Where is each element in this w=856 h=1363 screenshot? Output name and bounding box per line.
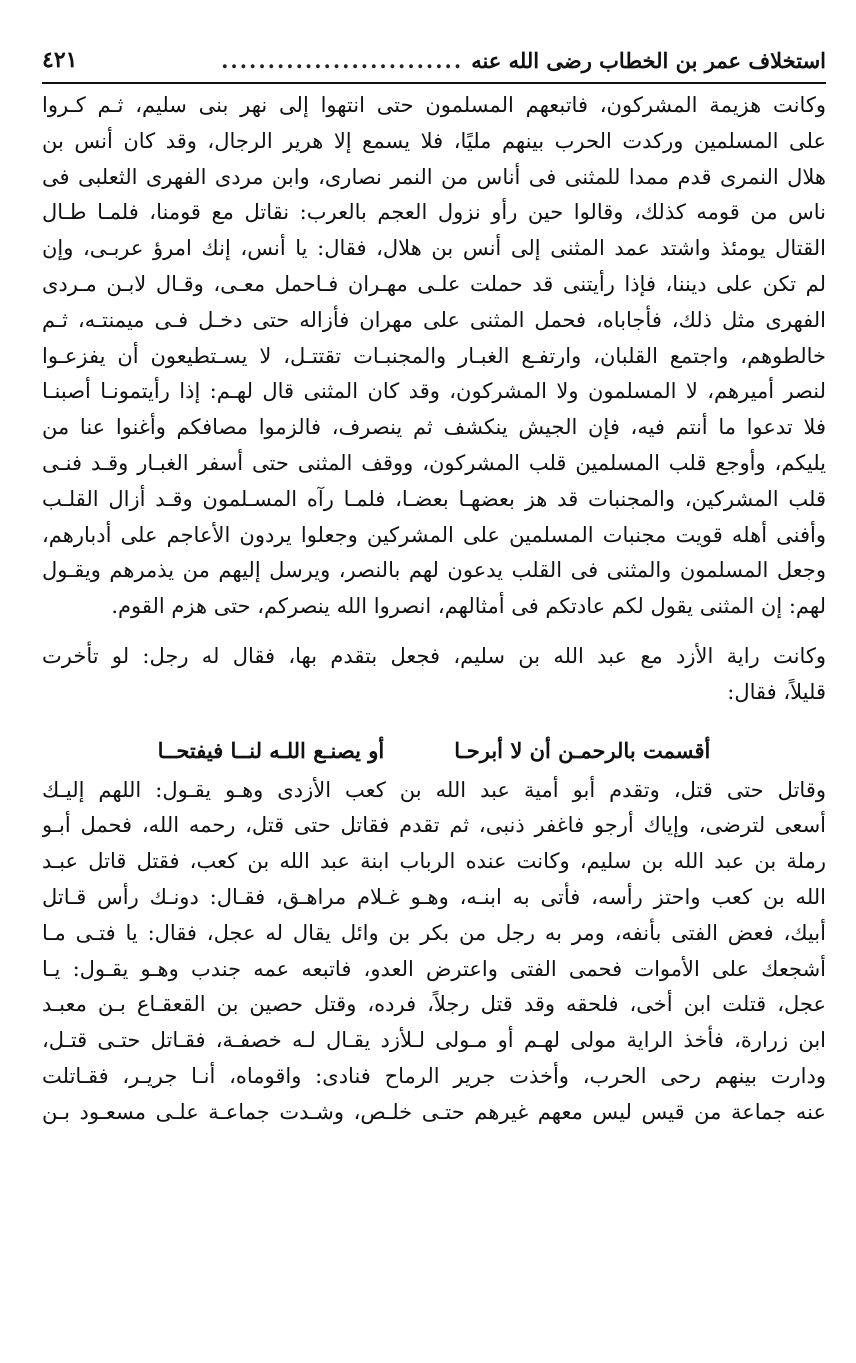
text-line: وجعل المسلمون والمثنى فى القلب يدعون لهم بالنصر، ويرسل إليهم من يذمرهم ويقـول — [42, 558, 826, 583]
verse-second-hemistich: أو يصنـع اللـه لنــا فيفتحــا — [157, 737, 385, 763]
text-line: ابن زرارة، فأخذ الراية مولى لهـم أو مـولى لـلأزد يقـال لـه خصفـة، فقـاتل حتـى قتـل، — [42, 1028, 826, 1053]
header-leader-dots: .......................... — [221, 47, 464, 73]
text-line: أسعى لترضى، وإياك أرجو فاغفر ذنبى، ثم تقدم فقاتل حتى قتل، رحمه الله، فحمل أبـو — [42, 813, 826, 838]
text-line: أشجعك على الأموات فحمى الفتى واعترض العدو، فاتبعه عمه جندب وهـو يقـول: يـا — [42, 956, 826, 981]
paragraph-battle-narrative — [42, 88, 826, 625]
verse-first-hemistich: أقسمت بالرحمـن أن لا أبرحـا — [454, 737, 711, 763]
text-line: ناس من قومه كذلك، وقالوا حين رأو نزول العجم بالعرب: نقاتل مع قومنا، فلمـا طـال — [42, 200, 826, 225]
text-line: قلب المشركين، والمجنبات قد هز بعضهـا بعضـا، فلمـا رآه المسـلمون وقـد أزال القلـب — [42, 486, 826, 511]
text-line: قليلاً، فقال: — [727, 679, 826, 704]
page-number: ٤٢١ — [42, 47, 78, 73]
text-line: لهم: إن المثنى يقول لكم عادتكم فى أمثالهم، انصروا الله ينصركم، حتى هزم القوم. — [111, 594, 826, 619]
text-line: يليكم، وأوجع قلب المسلمين قلب المشركون، ووقف المثنى حتى أسفر الغبـار وقـد فنـى — [42, 450, 826, 475]
text-line: أبيك، فعض الفتى بأنفه، ومر به رجل من بكر بن وائل يقال له عجل، فقال: يا فتـى مـا — [42, 920, 826, 945]
text-line: خالطوهم، واجتمع القلبان، وارتفـع الغبـار والمجنبـات تقتتـل، لا يسـتطيعون أن يفزعـوا — [42, 343, 826, 368]
text-line: وقاتل حتى قتل، وتقدم أبو أمية عبد الله بن كعب الأزدى وهـو يقـول: اللهم إليـك — [42, 777, 826, 802]
text-line: على المسلمين وركدت الحرب بينهم مليًا، فلا يسمع إلا هرير الرجال، وقد كان أنس بن — [42, 128, 826, 153]
poetry-verse — [42, 733, 826, 769]
text-line: القتال يومئذ واشتد عمد المثنى إلى أنس بن هلال، فقال: يا أنس، إنك امرؤ عربـى، وإن — [42, 236, 826, 261]
text-line: هلال النمرى قدم ممدا للمثنى فى أناس من النمر نصارى، وابن مردى الفهرى الثعلبى فى — [42, 164, 826, 189]
text-line: وكانت راية الأزد مع عبد الله بن سليم، فجعل بتقدم بها، فقال له رجل: لو تأخرت — [42, 643, 826, 668]
running-header — [42, 38, 826, 84]
text-line: عنه جماعة من قيس ليس معهم غيرهم حتـى خلـص، وشـدت جماعـة علـى مسعـود بـن — [42, 1099, 826, 1124]
text-line: وأفنى أهله قويت مجنبات المسلمين على المشركين وجعلوا يردون الأعاجم على أدبارهم، — [42, 522, 826, 547]
chapter-title: استخلاف عمر بن الخطاب رضى الله عنه — [471, 47, 826, 73]
paragraph-combat-deaths — [42, 773, 826, 1131]
text-line: الفهرى مثل ذلك، فأجاباه، فحمل المثنى على مهران فأزاله حتى دخـل فـى ميمنتـه، ثـم — [42, 307, 826, 332]
text-line: عجل، قتلت ابن أخى، فلحقه وقد قتل رجلاً، فرده، وقتل حصين بن القعقـاع بـن معبـد — [42, 992, 826, 1017]
text-line: فلا تدعوا ما أنتم فيه، فإن الجيش ينكشف ثم ينصرف، فالزموا مصافكم وأغنوا عنا من — [42, 415, 826, 440]
text-line: وكانت هزيمة المشركون، فاتبعهم المسلمون حتى انتهوا إلى نهر بنى سليم، ثـم كـروا — [42, 93, 826, 117]
text-line: رملة بن عبد الله بن سليم، وكانت عنده الرباب ابنة عبد الله بن كعب، فقتل قاتل عبـد — [42, 849, 826, 874]
text-line: لنصر أميرهم، لا المسلمون ولا المشركون، وقد كان المثنى قال لهـم: إذا رأيتمونـا أصبنـا — [42, 379, 826, 404]
text-line: ودارت بينهم رحى الحرب، وأخذت جرير الرماح فنادى: واقوماه، أنـا جريـر، فقـاتلت — [42, 1063, 826, 1088]
text-line: الله بن كعب واحتز رأسه، فأتى به ابنـه، وهـو غـلام مراهـق، فقـال: دونـك رأس قـاتل — [42, 884, 826, 909]
text-line: لم تكن على ديننا، فإذا رأيتنى قد حملت علـى مهـران فـاحمل معـى، وقـال لابـن مـردى — [42, 271, 826, 296]
paragraph-azd-banner — [42, 639, 826, 711]
